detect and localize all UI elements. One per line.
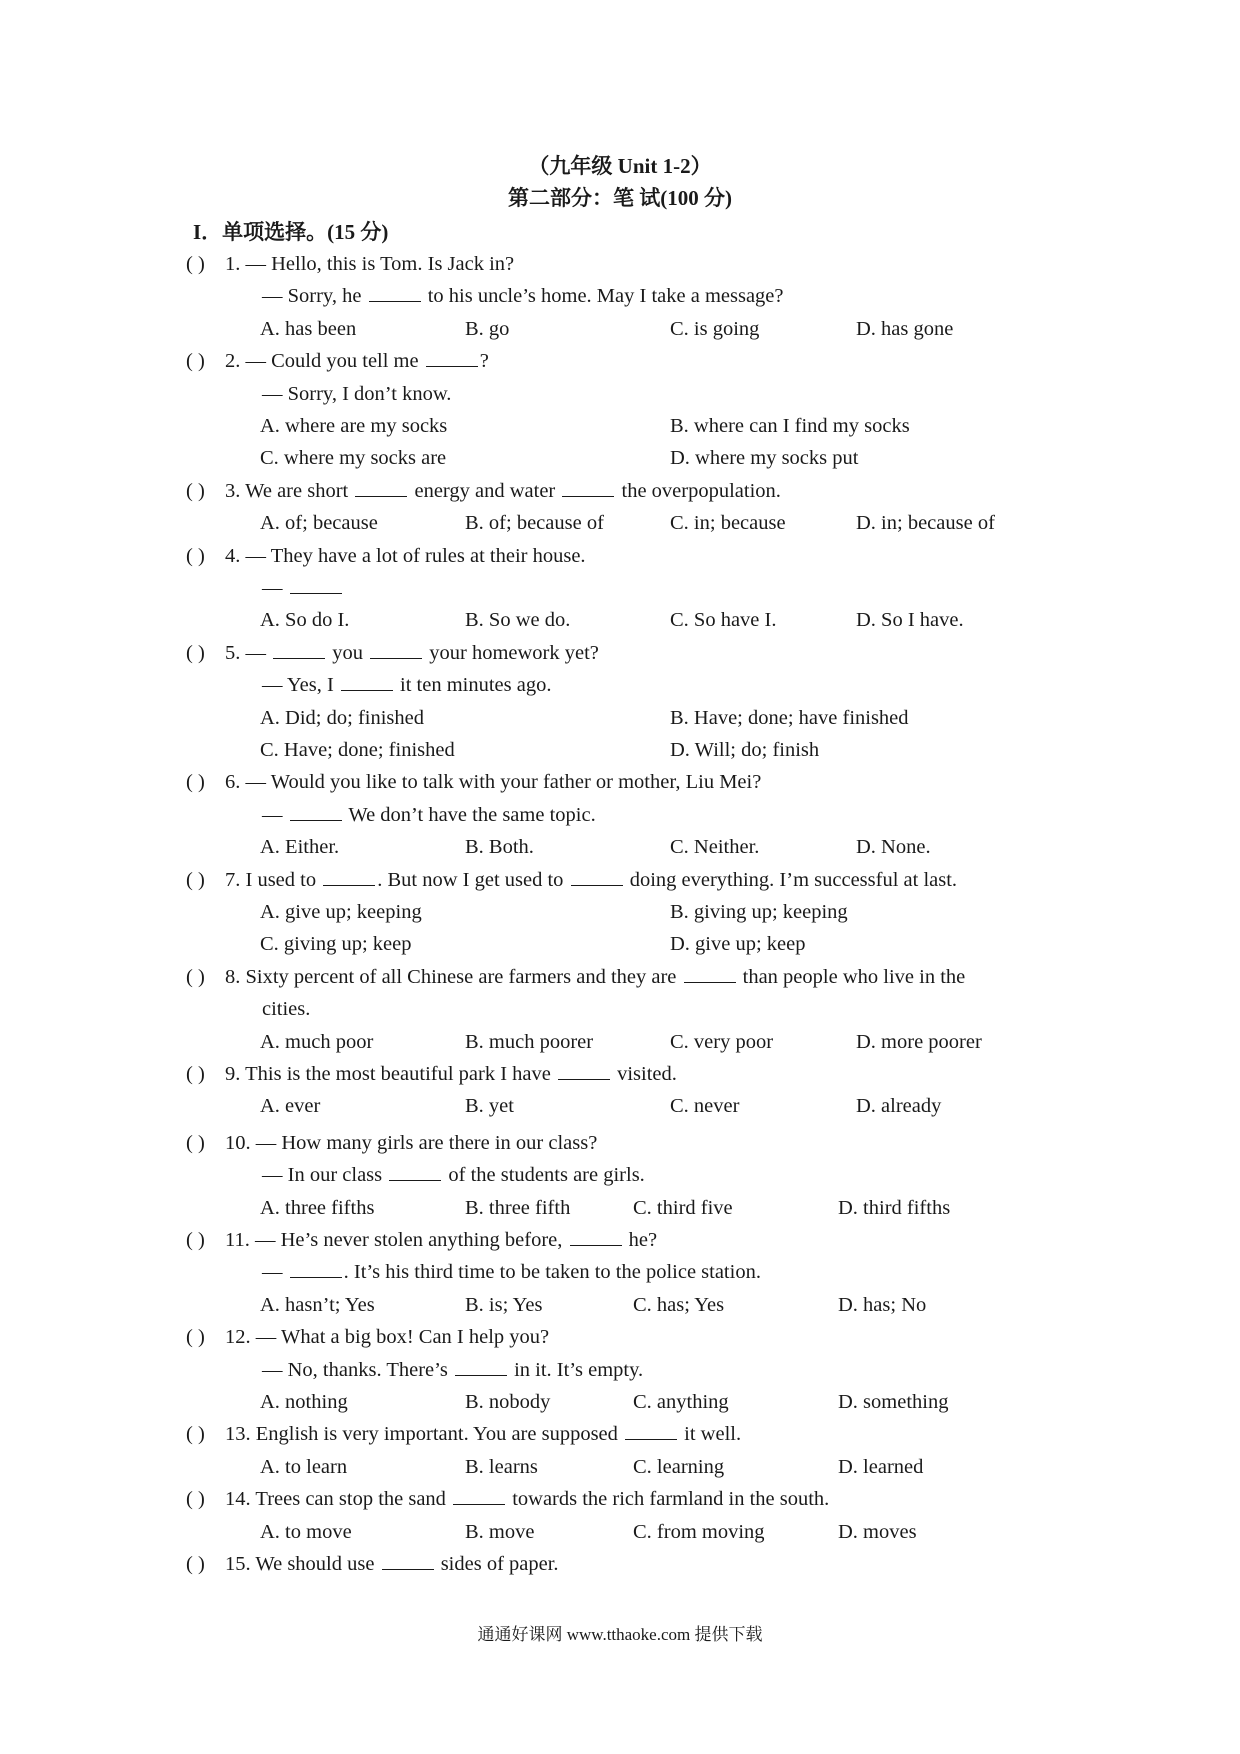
option-d[interactable]: D. more poorer (856, 1030, 982, 1053)
answer-blank[interactable] (453, 1484, 505, 1506)
answer-blank[interactable] (426, 346, 478, 368)
answer-blank[interactable] (625, 1419, 677, 1441)
answer-blank[interactable] (369, 281, 421, 303)
option-a[interactable]: A. Either. (260, 836, 340, 859)
option-c[interactable]: C. Neither. (670, 836, 760, 859)
option-a[interactable]: A. Did; do; finished (260, 706, 424, 729)
option-c[interactable]: C. third five (633, 1196, 733, 1219)
question-stem: 11. — He’s never stolen anything before, he? (225, 1224, 657, 1256)
question-stem: 14. Trees can stop the sand towards the rich farmland in the south. (225, 1483, 829, 1515)
option-d[interactable]: D. Will; do; finish (670, 739, 820, 761)
answer-bracket[interactable]: ( ) (186, 1488, 205, 1511)
option-c[interactable]: C. from moving (633, 1520, 765, 1543)
answer-blank[interactable] (684, 961, 736, 983)
answer-bracket[interactable]: ( ) (186, 771, 205, 794)
question-text: — (262, 572, 344, 604)
option-d[interactable]: D. has; No (838, 1293, 927, 1316)
option-c[interactable]: C. has; Yes (633, 1293, 725, 1316)
answer-blank[interactable] (290, 573, 342, 595)
question-stem: 15. We should use sides of paper. (225, 1548, 559, 1580)
page-title: （九年级 Unit 1-2） (528, 154, 712, 178)
answer-bracket[interactable]: ( ) (186, 1423, 205, 1446)
question-stem: 8. Sixty percent of all Chinese are farmers and they are than people who live in the (225, 961, 965, 993)
option-b[interactable]: B. Both. (465, 836, 534, 859)
question-text: — . It’s his third time to be taken to the police station. (262, 1256, 761, 1288)
answer-blank[interactable] (370, 637, 422, 659)
option-a[interactable]: A. of; because (260, 512, 378, 535)
answer-blank[interactable] (455, 1354, 507, 1376)
question-text: — Sorry, he to his uncle’s home. May I take a message? (262, 280, 784, 312)
page-subtitle: 第二部分：笔 试(100 分) (508, 186, 732, 210)
option-a[interactable]: A. where are my socks (260, 415, 448, 437)
option-b[interactable]: B. go (465, 317, 510, 340)
option-d[interactable]: D. in; because of (856, 512, 995, 535)
option-d[interactable]: D. learned (838, 1455, 924, 1478)
option-c[interactable]: C. never (670, 1095, 740, 1118)
answer-bracket[interactable]: ( ) (186, 1553, 205, 1575)
option-d[interactable]: D. something (838, 1391, 949, 1413)
answer-bracket[interactable]: ( ) (186, 868, 205, 891)
question-stem: 12. — What a big box! Can I help you? (225, 1326, 550, 1349)
answer-blank[interactable] (323, 864, 375, 886)
option-a[interactable]: A. to move (260, 1520, 352, 1543)
option-b[interactable]: B. where can I find my socks (670, 415, 910, 437)
answer-blank[interactable] (382, 1549, 434, 1571)
question-stem: 3. We are short energy and water the overpopulation. (225, 475, 781, 507)
question-text: — In our class of the students are girls. (262, 1159, 645, 1191)
question-stem: 6. — Would you like to talk with your father or mother, Liu Mei? (225, 771, 762, 794)
answer-bracket[interactable]: ( ) (186, 479, 205, 502)
answer-blank[interactable] (355, 475, 407, 497)
answer-blank[interactable] (570, 1225, 622, 1247)
option-b[interactable]: B. is; Yes (465, 1293, 543, 1316)
option-b[interactable]: B. Have; done; have finished (670, 706, 909, 729)
answer-bracket[interactable]: ( ) (186, 641, 205, 664)
option-a[interactable]: A. much poor (260, 1030, 374, 1053)
option-a[interactable]: A. has been (260, 317, 357, 340)
option-a[interactable]: A. give up; keeping (260, 901, 422, 923)
question-text: — No, thanks. There’s in it. It’s empty. (262, 1354, 643, 1386)
answer-blank[interactable] (290, 1257, 342, 1279)
answer-bracket[interactable]: ( ) (186, 1063, 205, 1085)
question-stem: 10. — How many girls are there in our class? (225, 1131, 598, 1154)
option-c[interactable]: C. Have; done; finished (260, 739, 455, 761)
option-b[interactable]: B. move (465, 1520, 535, 1543)
answer-bracket[interactable]: ( ) (186, 965, 205, 988)
question-stem: 9. This is the most beautiful park I have visited. (225, 1058, 677, 1090)
section-title: I．单项选择。(15 分) (193, 220, 389, 244)
option-b[interactable]: B. So we do. (465, 609, 571, 632)
option-a[interactable]: A. hasn’t; Yes (260, 1293, 375, 1316)
answer-bracket[interactable]: ( ) (186, 350, 205, 373)
answer-blank[interactable] (290, 799, 342, 821)
option-b[interactable]: B. learns (465, 1455, 538, 1478)
option-c[interactable]: C. learning (633, 1455, 725, 1478)
answer-bracket[interactable]: ( ) (186, 1131, 205, 1154)
option-b[interactable]: B. of; because of (465, 512, 604, 535)
option-b[interactable]: B. giving up; keeping (670, 901, 848, 923)
question-text: cities. (262, 998, 311, 1021)
question-stem: 13. English is very important. You are supposed it well. (225, 1418, 741, 1450)
option-b[interactable]: B. much poorer (465, 1030, 594, 1053)
option-d[interactable]: D. None. (856, 836, 931, 859)
option-b[interactable]: B. three fifth (465, 1196, 571, 1219)
option-a[interactable]: A. ever (260, 1095, 321, 1118)
option-c[interactable]: C. very poor (670, 1030, 774, 1053)
option-d[interactable]: D. give up; keep (670, 933, 806, 956)
option-a[interactable]: A. nothing (260, 1391, 348, 1413)
option-b[interactable]: B. nobody (465, 1391, 551, 1413)
option-a[interactable]: A. So do I. (260, 609, 350, 632)
question-stem: 1. — Hello, this is Tom. Is Jack in? (225, 253, 515, 275)
option-d[interactable]: D. where my socks put (670, 447, 859, 470)
option-d[interactable]: D. third fifths (838, 1196, 951, 1219)
option-d[interactable]: D. has gone (856, 317, 954, 340)
answer-bracket[interactable]: ( ) (186, 1326, 205, 1349)
option-a[interactable]: A. three fifths (260, 1196, 375, 1219)
question-stem: 2. — Could you tell me ? (225, 345, 489, 377)
question-stem: 5. — you your homework yet? (225, 637, 599, 669)
option-c[interactable]: C. giving up; keep (260, 933, 412, 956)
question-text: — We don’t have the same topic. (262, 799, 596, 831)
option-c[interactable]: C. in; because (670, 512, 786, 535)
answer-bracket[interactable]: ( ) (186, 1229, 205, 1251)
option-d[interactable]: D. already (856, 1095, 942, 1118)
answer-blank[interactable] (389, 1160, 441, 1182)
question-text: — Sorry, I don’t know. (262, 382, 452, 405)
footer-text: 通通好课网 www.tthaoke.com 提供下载 (477, 1625, 763, 1644)
answer-blank[interactable] (341, 670, 393, 692)
option-a[interactable]: A. to learn (260, 1455, 348, 1478)
answer-blank[interactable] (558, 1059, 610, 1081)
option-c[interactable]: C. anything (633, 1391, 729, 1413)
answer-blank[interactable] (571, 864, 623, 886)
option-d[interactable]: D. So I have. (856, 609, 964, 632)
answer-bracket[interactable]: ( ) (186, 253, 205, 275)
option-c[interactable]: C. where my socks are (260, 447, 447, 470)
option-c[interactable]: C. So have I. (670, 609, 777, 632)
option-d[interactable]: D. moves (838, 1520, 917, 1543)
question-text: — Yes, I it ten minutes ago. (262, 669, 551, 701)
question-stem: 7. I used to . But now I get used to doing everything. I’m successful at last. (225, 864, 957, 896)
option-c[interactable]: C. is going (670, 317, 760, 340)
question-stem: 4. — They have a lot of rules at their house. (225, 544, 586, 567)
answer-bracket[interactable]: ( ) (186, 544, 205, 567)
answer-blank[interactable] (562, 475, 614, 497)
answer-blank[interactable] (273, 637, 325, 659)
option-b[interactable]: B. yet (465, 1095, 514, 1118)
